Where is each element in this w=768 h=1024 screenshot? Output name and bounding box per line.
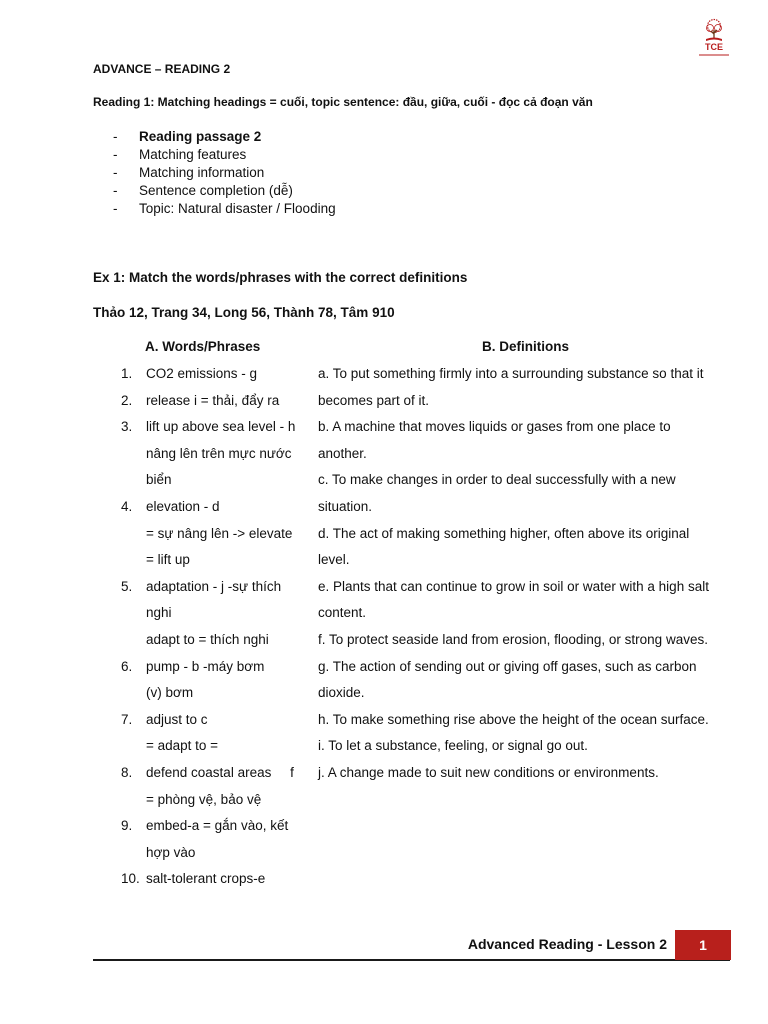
reading-instructions: Reading 1: Matching headings = cuối, topic sentence: đầu, giữa, cuối - đọc cả đoạn văn: [93, 95, 593, 109]
words-list: [121, 361, 311, 893]
definition-item: i. To let a substance, feeling, or signal go out.: [318, 738, 588, 754]
definition-item: j. A change made to suit new conditions or environments.: [318, 764, 659, 780]
list-item: - Reading passage 2: [113, 129, 262, 144]
word-item: 4. elevation - d = sự nâng lên -> elevate = lift up: [121, 498, 293, 568]
column-b-header: B. Definitions: [482, 339, 569, 354]
task-type-list: [113, 128, 336, 218]
word-item: 3. lift up above sea level - h nâng lên trên mực nước biển: [121, 419, 296, 488]
list-item: - Matching information: [113, 165, 265, 180]
list-item: - Topic: Natural disaster / Flooding: [113, 201, 336, 216]
definition-item: a. To put something firmly into a surrounding substance so that it becomes part of it.: [318, 366, 704, 408]
tree-icon: [701, 18, 727, 42]
word-item: 2. release i = thải, đẩy ra: [121, 392, 280, 408]
footer-lesson-label: Advanced Reading - Lesson 2: [467, 936, 667, 952]
word-item: 9. embed-a = gắn vào, kết hợp vào: [121, 818, 289, 860]
word-item: 7. adjust to c = adapt to =: [121, 711, 219, 754]
word-item: 5. adaptation - j -sự thích nghi adapt to = thích nghi: [121, 578, 282, 647]
logo-tagline: [699, 54, 729, 56]
tce-logo: [696, 18, 732, 56]
definition-item: h. To make something rise above the height of the ocean surface.: [318, 711, 709, 727]
column-a-header: A. Words/Phrases: [145, 339, 261, 354]
definition-item: d. The act of making something higher, often above its original level.: [318, 525, 690, 568]
document-title: ADVANCE – READING 2: [93, 62, 231, 76]
definition-item: f. To protect seaside land from erosion, flooding, or strong waves.: [318, 631, 708, 647]
definition-item: g. The action of sending out or giving off gases, such as carbon dioxide.: [318, 658, 697, 701]
logo-text: TCE: [705, 42, 723, 52]
list-item: - Sentence completion (dễ): [113, 183, 293, 198]
definition-item: b. A machine that moves liquids or gases from one place to another.: [318, 419, 671, 461]
word-item: 8. defend coastal areas f = phòng vệ, bảo vệ: [121, 764, 294, 807]
list-item: - Matching features: [113, 147, 247, 162]
definition-item: e. Plants that can continue to grow in soil or water with a high salt content.: [318, 578, 709, 621]
definition-item: c. To make changes in order to deal successfully with a new situation.: [318, 472, 676, 514]
page-number: 1: [675, 930, 731, 960]
word-item: 1. CO2 emissions - g: [121, 366, 258, 381]
exercise-title: Ex 1: Match the words/phrases with the correct definitions: [93, 270, 468, 285]
word-item: 10. salt-tolerant crops-e: [121, 871, 266, 887]
footer-divider: [93, 959, 730, 961]
definitions-list: [318, 361, 738, 787]
student-assignment: Thảo 12, Trang 34, Long 56, Thành 78, Tâm 910: [93, 305, 395, 320]
word-item: 6. pump - b -máy bơm (v) bơm: [121, 658, 265, 701]
